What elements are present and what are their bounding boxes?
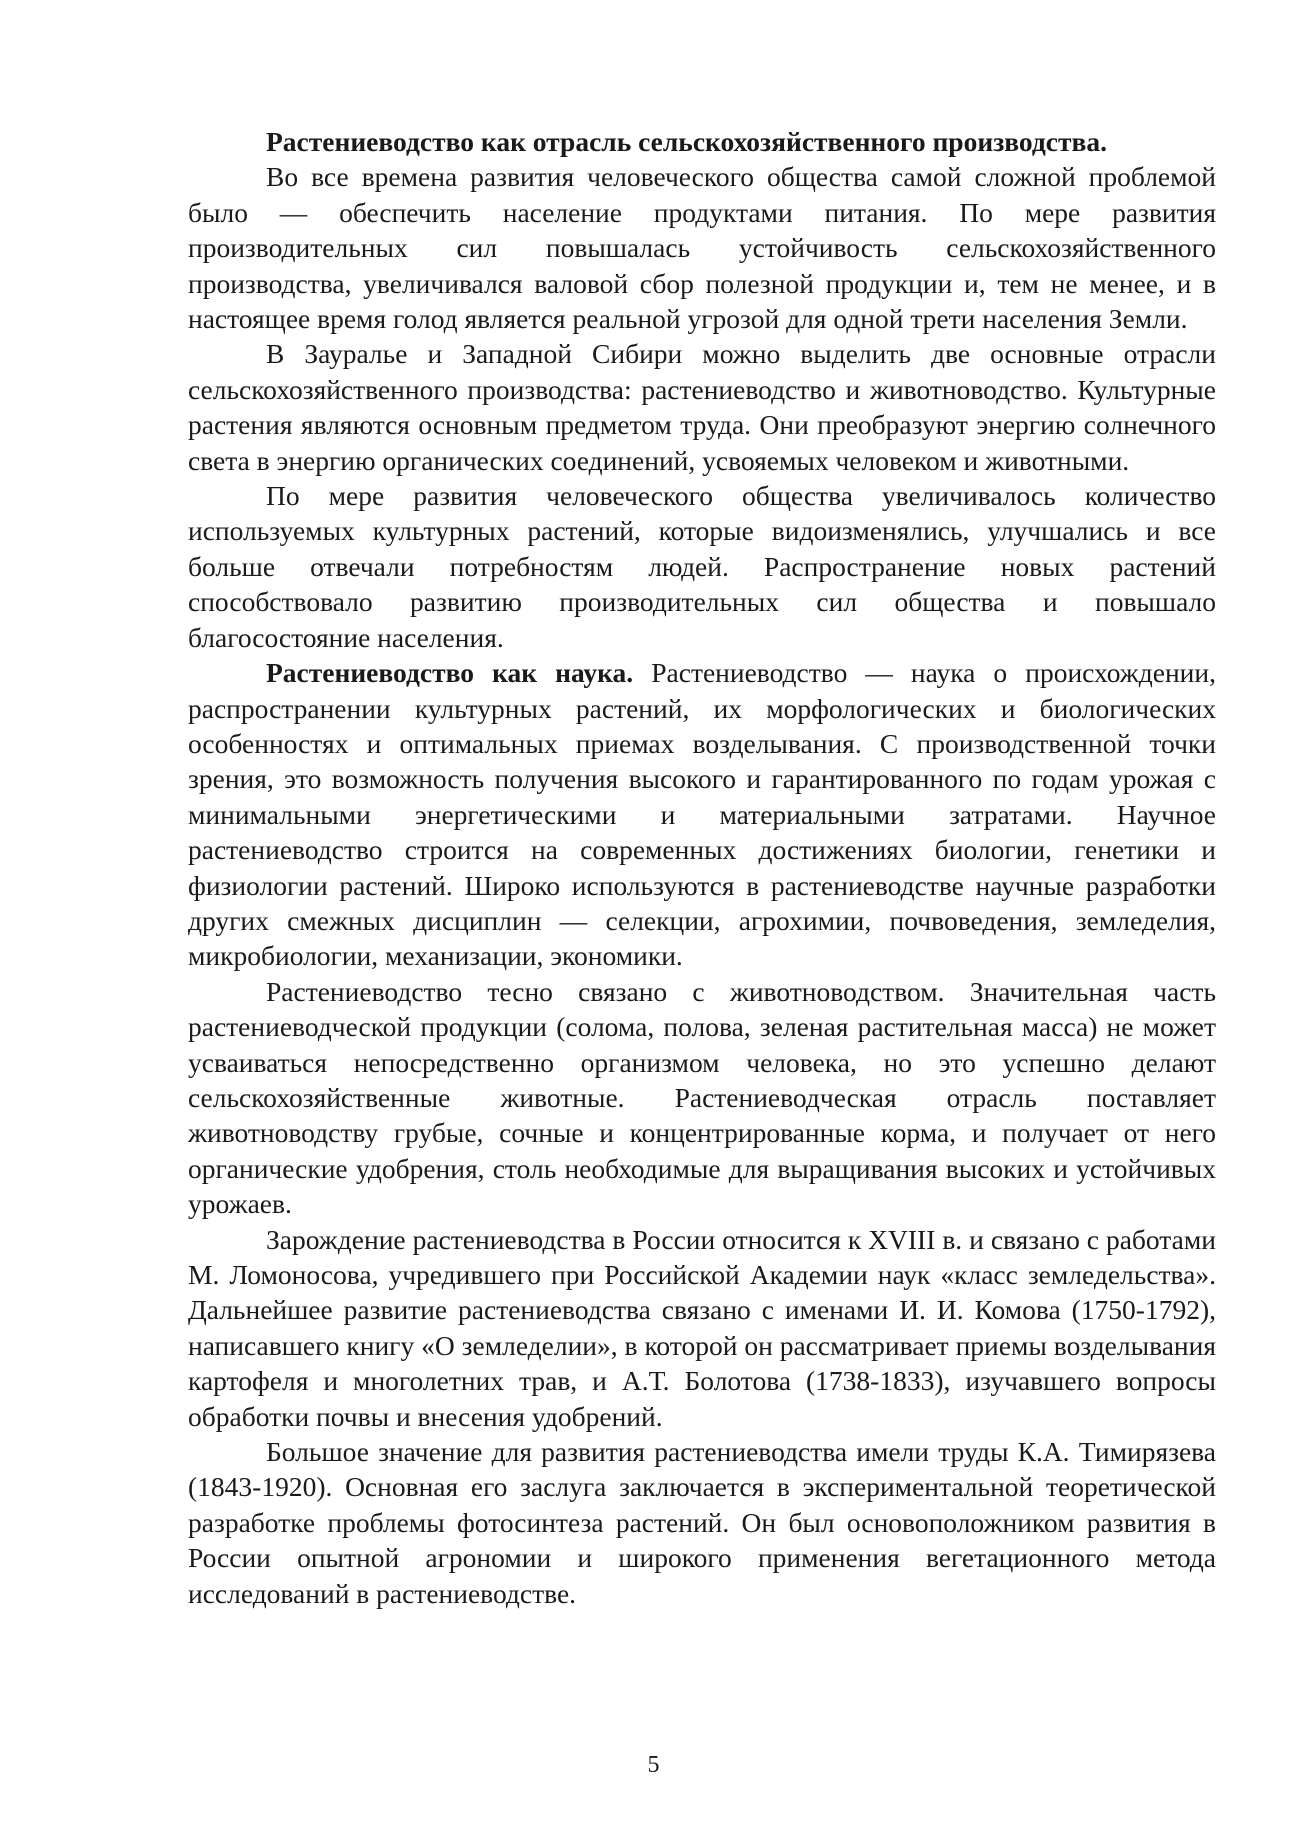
body-text [188, 124, 1216, 1611]
paragraph-6: Зарождение растениеводства в России относится к XVIII в. и связано с работами М. Ломоносова, учредившего при Российской Академии наук «класс земледельства». Дальнейшее развитие растениеводства связано с именами И. И. Комова (1750-1792), написавшего книгу «О земледелии», в которой он рассматривает приемы возделывания картофеля и многолетних трав, и А.Т. Болотова (1738-1833), изучавшего вопросы обработки почвы и внесения удобрений. [188, 1223, 1216, 1432]
paragraph-4: Растениеводство — наука о происхождении, распространении культурных растений, их морфологических и биологических особенностях и оптимальных приемах возделывания. С производственной точки зрения, это возможность получения высокого и гарантированного по годам урожая с минимальными энергетическими и материальными затратами. Научное растениеводство строится на современных достижениях биологии, генетики и физиологии растений. Широко используются в растениеводстве научные разработки других смежных дисциплин — селекции, агрохимии, почвоведения, земледелия, микробиологии, механизации, экономики. [188, 657, 1216, 972]
page-number: 5 [647, 1752, 660, 1778]
paragraph-2: В Зауралье и Западной Сибири можно выделить две основные отрасли сельскохозяйственного производства: растениеводство и животноводство. Культурные растения являются основным предметом труда. Они преобразуют энергию солнечного света в энергию органических соединений, усвояемых человеком и животными. [188, 338, 1216, 476]
paragraph-1: Во все времена развития человеческого общества самой сложной проблемой было — обеспечить население продуктами питания. По мере развития производительных сил повышалась устойчивость сельскохозяйственного производства, увеличивался валовой сбор полезной продукции и, тем не менее, и в настоящее время голод является реальной угрозой для одной трети населения Земли. [188, 161, 1216, 335]
section-heading-science: Растениеводство как наука. [266, 657, 634, 689]
paragraph-science [188, 655, 1216, 974]
paragraph-section-title-production [188, 124, 1216, 159]
paragraph-5: Растениеводство тесно связано с животноводством. Значительная часть растениеводческой продукции (солома, полова, зеленая растительная масса) не может усваиваться непосредственно организмом человека, но это успешно делают сельскохозяйственные животные. Растениеводческая отрасль поставляет животноводству грубые, сочные и концентрированные корма, и получает от него органические удобрения, столь необходимые для выращивания высоких и устойчивых урожаев. [188, 975, 1216, 1220]
section-heading-production: Растениеводство как отрасль сельскохозяйственного производства. [266, 126, 1107, 157]
paragraph-3: По мере развития человеческого общества увеличивалось количество используемых культурных растений, которые видоизменялись, улучшались и все больше отвечали потребностям людей. Распространение новых растений способствовало развитию производительных сил общества и повышало благосостояние населения. [188, 480, 1216, 653]
paragraph-7: Большое значение для развития растениеводства имели труды К.А. Тимирязева (1843-1920). Основная его заслуга заключается в экспериментальной теоретической разработке проблемы фотосинтеза растений. Он был основоположником развития в России опытной агрономии и широкого применения вегетационного метода исследований в растениеводстве. [188, 1436, 1216, 1609]
